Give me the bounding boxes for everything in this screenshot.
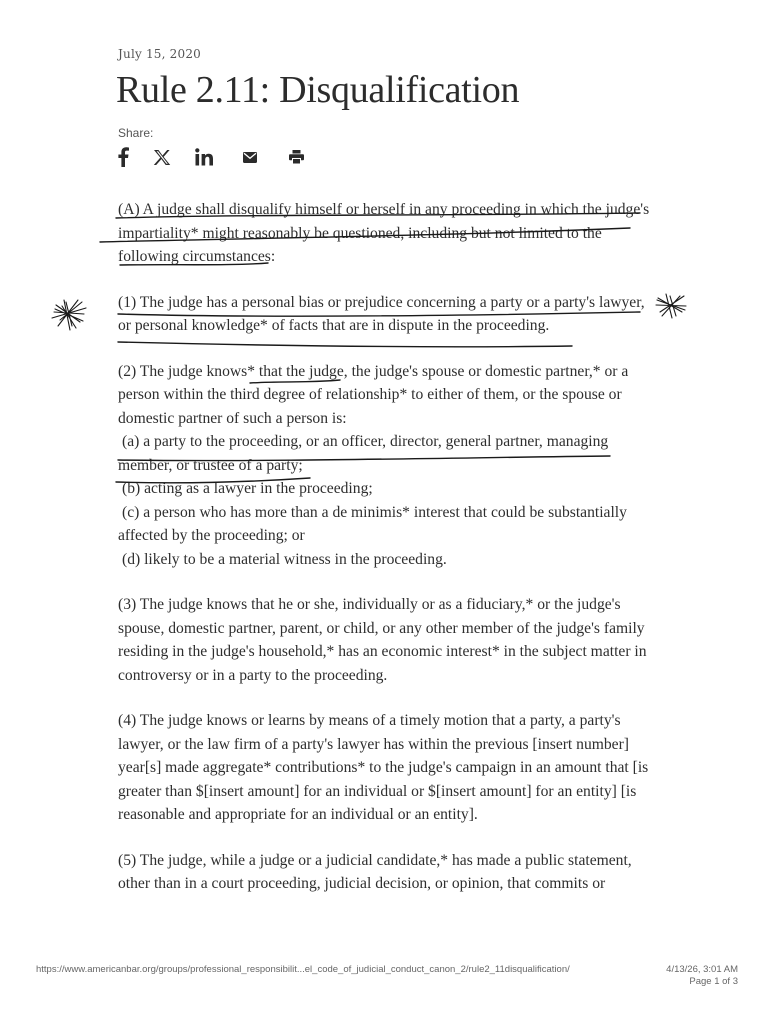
text-line: year[s] made aggregate* contributions* to the judge's campaign in an amount that [is: [118, 759, 649, 776]
print-icon[interactable]: [288, 144, 304, 170]
text-line: other than in a court proceeding, judicial decision, or opinion, that commits or: [118, 875, 606, 892]
text-line: residing in the judge's household,* has an economic interest* in the subject matter in: [118, 643, 647, 660]
text-line: spouse, domestic partner, parent, or child, or any other member of the judge's family: [118, 619, 645, 637]
text-line: (5) The judge, while a judge or a judicial candidate,* has made a public statement,: [118, 851, 632, 869]
text-line: (a) a party to the proceeding, or an officer, director, general partner, managing: [122, 433, 609, 450]
text-line: person within the third degree of relationship* to either of them, or the spouse or: [118, 386, 622, 403]
share-bar: [114, 144, 324, 172]
paragraph-4: [118, 709, 658, 827]
text-line: domestic partner of such a person is:: [118, 409, 347, 427]
text-line: (c) a person who has more than a de minimis* interest that could be substantially: [122, 503, 627, 521]
text-line: greater than $[insert amount] for an individual or $[insert amount] for an entity] [is: [118, 782, 637, 800]
text-line: (2) The judge knows* that the judge, the judge's spouse or domestic partner,* or a: [118, 362, 629, 380]
page-number: Page 1 of 3: [689, 976, 738, 987]
text-line: (4) The judge knows or learns by means of a timely motion that a party, a party's: [118, 712, 621, 729]
text-line: member, or trustee of a party;: [118, 456, 303, 474]
text-line: following circumstances:: [118, 248, 276, 265]
page-title: Rule 2.11: Disqualification: [116, 69, 520, 111]
text-line: (A) A judge shall disqualify himself or herself in any proceeding in which the judge's: [118, 201, 650, 218]
text-line: (b) acting as a lawyer in the proceeding;: [122, 480, 373, 497]
text-line: controversy or in a party to the proceeding.: [118, 666, 388, 684]
article-date: July 15, 2020: [118, 47, 202, 61]
scribble-mark-right: [656, 294, 686, 318]
linkedin-icon[interactable]: [194, 144, 214, 170]
text-line: lawyer, or the law firm of a party's lawyer has within the previous [insert number]: [118, 735, 629, 753]
text-line: (d) likely to be a material witness in the proceeding.: [122, 550, 447, 568]
text-line: impartiality* might reasonably be questioned, including but not limited to the: [118, 224, 602, 242]
text-line: affected by the proceeding; or: [118, 527, 305, 544]
print-timestamp: 4/13/26, 3:01 AM: [666, 964, 738, 975]
share-label: Share:: [118, 126, 154, 140]
text-line: (3) The judge knows that he or she, individually or as a fiduciary,* or the judge's: [118, 596, 621, 613]
paragraph-5: [118, 849, 658, 896]
text-line: or personal knowledge* of facts that are in dispute in the proceeding.: [118, 317, 550, 334]
rule-text: [118, 198, 658, 918]
text-line: reasonable and appropriate for an individual or an entity].: [118, 806, 478, 823]
source-url: https://www.americanbar.org/groups/professional_responsibilit...el_code_of_judicial_conduct_canon_2/rule2_11disqualification/: [36, 964, 570, 975]
scribble-mark-left: [52, 300, 86, 330]
paragraph-2: [118, 360, 658, 572]
paragraph-a: [118, 198, 658, 269]
print-info: [666, 964, 738, 988]
paragraph-3: [118, 593, 658, 687]
email-icon[interactable]: [242, 144, 258, 170]
paragraph-1: [118, 291, 658, 338]
text-line: (1) The judge has a personal bias or prejudice concerning a party or a party's lawyer,: [118, 293, 645, 311]
facebook-icon[interactable]: [116, 144, 130, 170]
x-icon[interactable]: [152, 144, 172, 170]
